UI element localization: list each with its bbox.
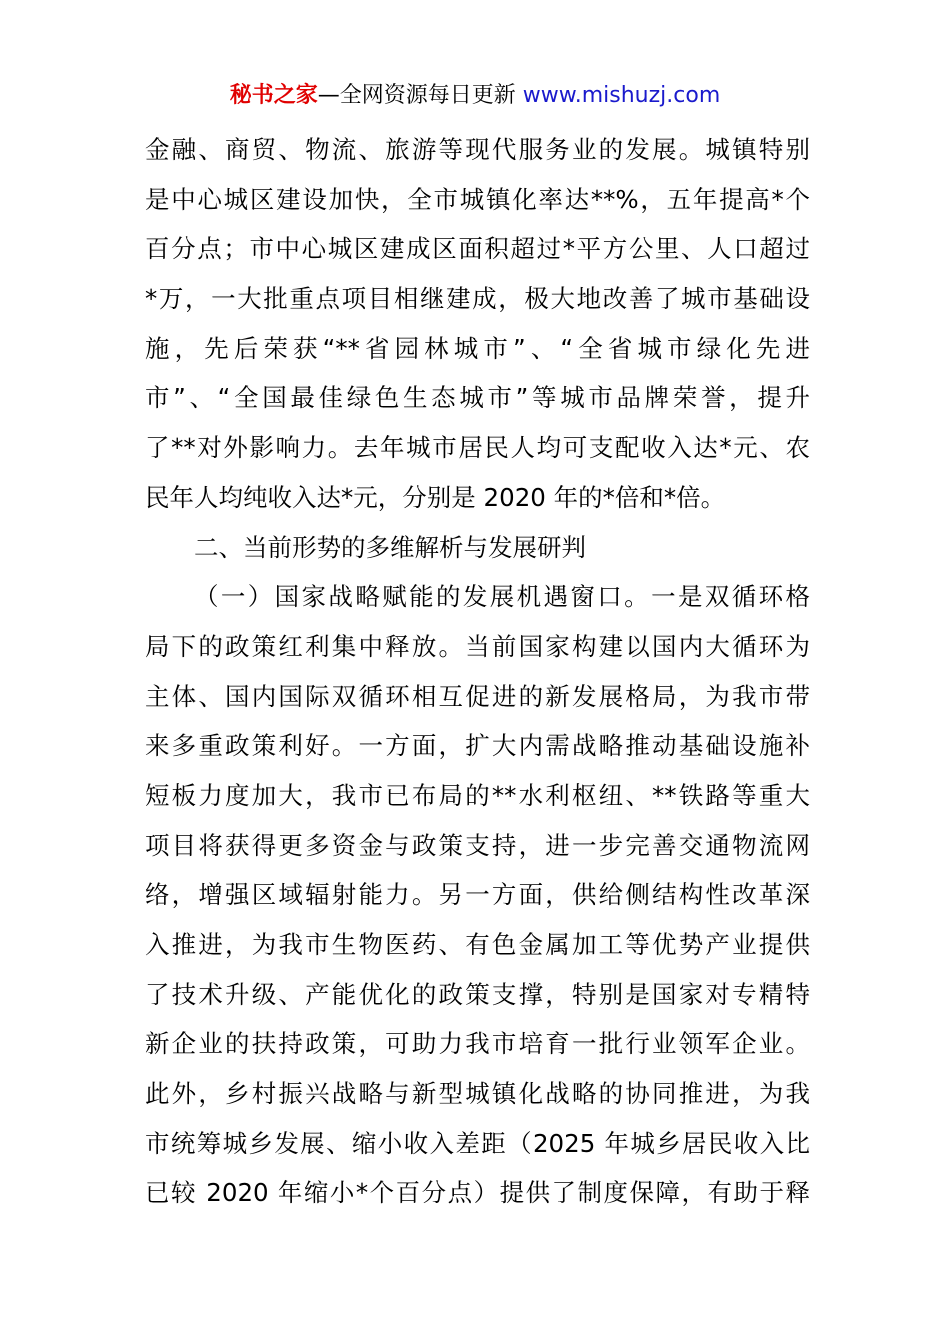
paragraph-line: 项目将获得更多资金与政策支持，进一步完善交通物流网 xyxy=(145,830,810,860)
paragraph-line: 络，增强区域辐射能力。另一方面，供给侧结构性改革深 xyxy=(145,880,810,910)
paragraph-line: *万，一大批重点项目相继建成，极大地改善了城市基础设 xyxy=(145,284,810,314)
section-heading: 二、当前形势的多维解析与发展研判 xyxy=(194,532,586,562)
paragraph-line: 入推进，为我市生物医药、有色金属加工等优势产业提供 xyxy=(145,930,810,959)
site-header xyxy=(0,82,950,110)
paragraph-line: 是中心城区建设加快，全市城镇化率达**%，五年提高*个 xyxy=(145,184,810,214)
site-url-link[interactable]: www.mishuzj.com xyxy=(522,83,721,108)
paragraph-line: 新企业的扶持政策，可助力我市培育一批行业领军企业。 xyxy=(145,1029,810,1059)
paragraph-line: 主体、国内国际双循环相互促进的新发展格局，为我市带 xyxy=(145,681,810,711)
paragraph-line: 了技术升级、产能优化的政策支撑，特别是国家对专精特 xyxy=(145,979,810,1009)
paragraph-line: 施，先后荣获“**省园林城市”、“全省城市绿化先进 xyxy=(145,333,810,363)
document-body xyxy=(145,125,810,1218)
paragraph-line: 民年人均纯收入达*元，分别是 2020 年的*倍和*倍。 xyxy=(145,482,726,512)
paragraph-line: 金融、商贸、物流、旅游等现代服务业的发展。城镇特别 xyxy=(145,135,810,164)
paragraph-line: 局下的政策红利集中释放。当前国家构建以国内大循环为 xyxy=(145,631,810,661)
paragraph-line: 市”、“全国最佳绿色生态城市”等城市品牌荣誉，提升 xyxy=(145,383,810,413)
paragraph-line: 此外，乡村振兴战略与新型城镇化战略的协同推进，为我 xyxy=(145,1079,810,1109)
paragraph-line: 了**对外影响力。去年城市居民人均可支配收入达*元、农 xyxy=(145,433,810,463)
paragraph-line: 市统筹城乡发展、缩小收入差距（2025 年城乡居民收入比 xyxy=(145,1128,810,1158)
paragraph-line: 百分点；市中心城区建成区面积超过*平方公里、人口超过 xyxy=(145,234,810,264)
paragraph-line: 短板力度加大，我市已布局的**水利枢纽、**铁路等重大 xyxy=(145,780,810,810)
paragraph-line: 已较 2020 年缩小*个百分点）提供了制度保障，有助于释 xyxy=(145,1178,810,1208)
subsection-heading-line: （一）国家战略赋能的发展机遇窗口。一是双循环格 xyxy=(194,582,810,612)
paragraph-line: 来多重政策利好。一方面，扩大内需战略推动基础设施补 xyxy=(145,731,810,761)
header-tagline: —全网资源每日更新 xyxy=(317,83,523,108)
brand-name: 秘书之家 xyxy=(229,83,318,108)
